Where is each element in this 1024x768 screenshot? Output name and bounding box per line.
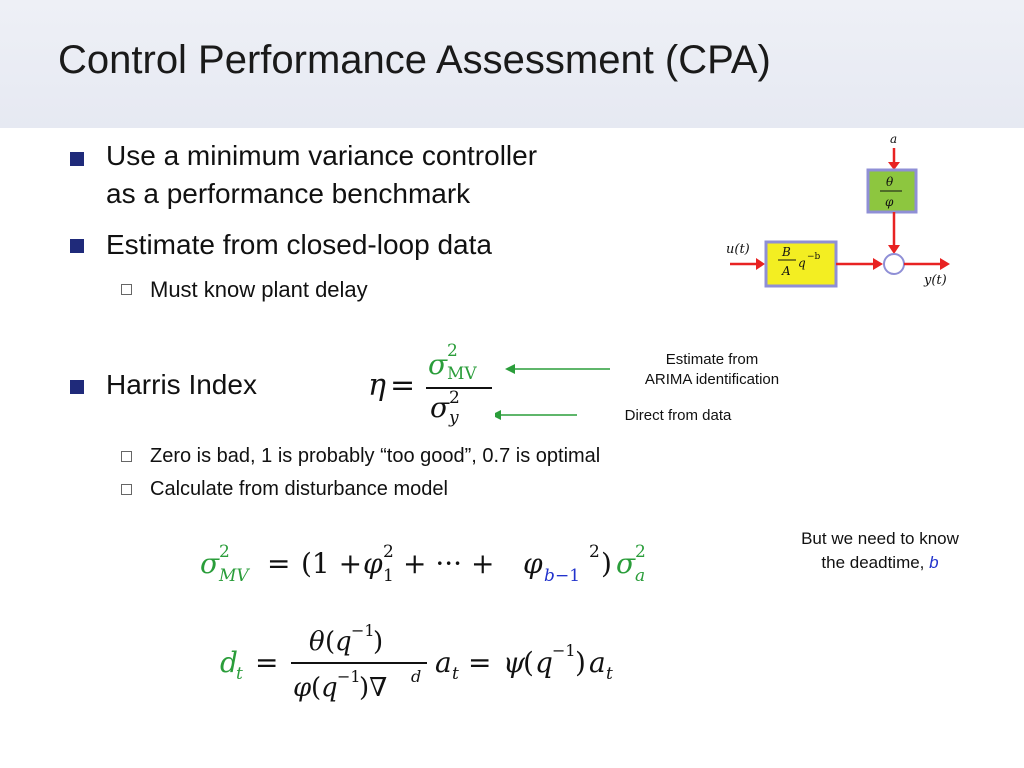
svg-text:a: a — [635, 566, 646, 586]
bullet-marker — [70, 380, 84, 394]
svg-text:=: = — [468, 646, 492, 679]
subbullet-marker — [121, 451, 132, 462]
svg-text:t: t — [452, 664, 459, 684]
svg-text:A: A — [782, 264, 791, 278]
deadtime-text-line1: But we need to know — [801, 529, 959, 548]
bullet-marker — [70, 152, 84, 166]
svg-text:=: = — [255, 646, 279, 679]
svg-text:2: 2 — [219, 542, 230, 562]
input-label: u(t) — [726, 242, 750, 257]
arrow-head — [505, 364, 515, 374]
svg-text:d: d — [220, 646, 238, 679]
svg-text:): ) — [575, 646, 586, 679]
svg-text:(: ( — [325, 627, 336, 657]
disturbance-model-equation — [215, 620, 645, 710]
svg-text:y: y — [449, 408, 459, 428]
svg-text:(1 +: (1 + — [301, 547, 363, 580]
svg-text:θ: θ — [309, 627, 325, 657]
subbullet-disturbance-model: Calculate from disturbance model — [150, 478, 448, 500]
svg-text:ψ: ψ — [503, 646, 525, 679]
svg-text:σ: σ — [200, 547, 220, 580]
svg-text:)∇: )∇ — [359, 673, 388, 703]
svg-text:t: t — [606, 664, 613, 684]
svg-text:2: 2 — [383, 542, 394, 562]
svg-text:q: q — [335, 627, 352, 657]
svg-text:φ: φ — [523, 547, 543, 580]
direct-annotation: Direct from data — [624, 407, 732, 424]
estimate-text-line1: Estimate from — [665, 351, 759, 368]
svg-text:+ ··· +: + ··· + — [403, 547, 495, 580]
svg-text:σ: σ — [428, 348, 448, 381]
noise-label: a — [890, 132, 898, 146]
svg-text:σ: σ — [616, 547, 636, 580]
svg-text:b: b — [544, 566, 555, 586]
svg-text:MV: MV — [447, 364, 477, 384]
svg-text:−1: −1 — [351, 621, 375, 640]
estimate-annotation — [630, 350, 794, 390]
svg-text:(: ( — [311, 673, 322, 703]
svg-text:φ: φ — [293, 673, 312, 703]
slide-title: Control Performance Assessment (CPA) — [58, 38, 771, 82]
svg-text:−b: −b — [807, 252, 821, 262]
subbullet-marker — [121, 284, 132, 295]
subbullet-harris-range: Zero is bad, 1 is probably “too good”, 0.7 is optimal — [150, 445, 601, 467]
svg-text:σ: σ — [430, 391, 450, 424]
arrow-head — [888, 245, 900, 254]
summing-junction — [884, 254, 904, 274]
svg-text:2: 2 — [447, 341, 458, 361]
svg-text:−1: −1 — [555, 566, 581, 586]
svg-text:): ) — [601, 547, 612, 580]
svg-text:q: q — [798, 256, 806, 270]
arrow-head — [495, 410, 501, 420]
arrow-head — [940, 258, 950, 270]
svg-text:1: 1 — [383, 566, 394, 586]
subbullet-marker — [121, 484, 132, 495]
annotation-arrows — [495, 355, 615, 425]
svg-text:θ: θ — [886, 175, 894, 189]
estimate-text-line2: ARIMA identification — [644, 371, 780, 388]
svg-text:a: a — [589, 646, 606, 679]
svg-text:q: q — [321, 673, 338, 703]
svg-text:2: 2 — [449, 388, 460, 408]
svg-text:): ) — [373, 627, 384, 657]
deadtime-annotation — [770, 527, 990, 575]
svg-text:d: d — [411, 667, 422, 686]
svg-text:η: η — [368, 368, 386, 403]
svg-text:=: = — [267, 547, 291, 580]
svg-text:2: 2 — [635, 542, 646, 562]
block-diagram — [720, 130, 970, 295]
svg-text:−1: −1 — [552, 641, 576, 660]
bullet-text-line2: as a performance benchmark — [106, 178, 471, 209]
svg-text:φ: φ — [363, 547, 383, 580]
svg-text:B: B — [782, 245, 791, 259]
svg-text:φ: φ — [885, 195, 894, 209]
svg-text:=: = — [390, 368, 416, 403]
bullet-closed-loop: Estimate from closed-loop data — [106, 229, 492, 260]
svg-text:t: t — [236, 664, 243, 684]
mv-variance-equation — [195, 535, 675, 590]
bullet-marker — [70, 239, 84, 253]
output-label: y(t) — [924, 273, 947, 288]
svg-text:−1: −1 — [337, 667, 361, 686]
svg-text:q: q — [535, 646, 553, 679]
deadtime-text-line2: the deadtime, — [821, 553, 930, 572]
bullet-text-line1: Use a minimum variance controller — [106, 140, 538, 171]
arrow-head — [873, 258, 883, 270]
svg-text:MV: MV — [219, 566, 249, 586]
harris-index-equation — [360, 335, 500, 430]
bullet-harris-index: Harris Index — [106, 369, 257, 400]
svg-text:(: ( — [523, 646, 534, 679]
subbullet-plant-delay: Must know plant delay — [150, 277, 368, 302]
svg-text:a: a — [435, 646, 452, 679]
bullet-minimum-variance — [106, 137, 537, 213]
svg-text:2: 2 — [589, 542, 600, 562]
deadtime-variable: b — [929, 553, 939, 572]
arrow-head — [756, 258, 765, 270]
